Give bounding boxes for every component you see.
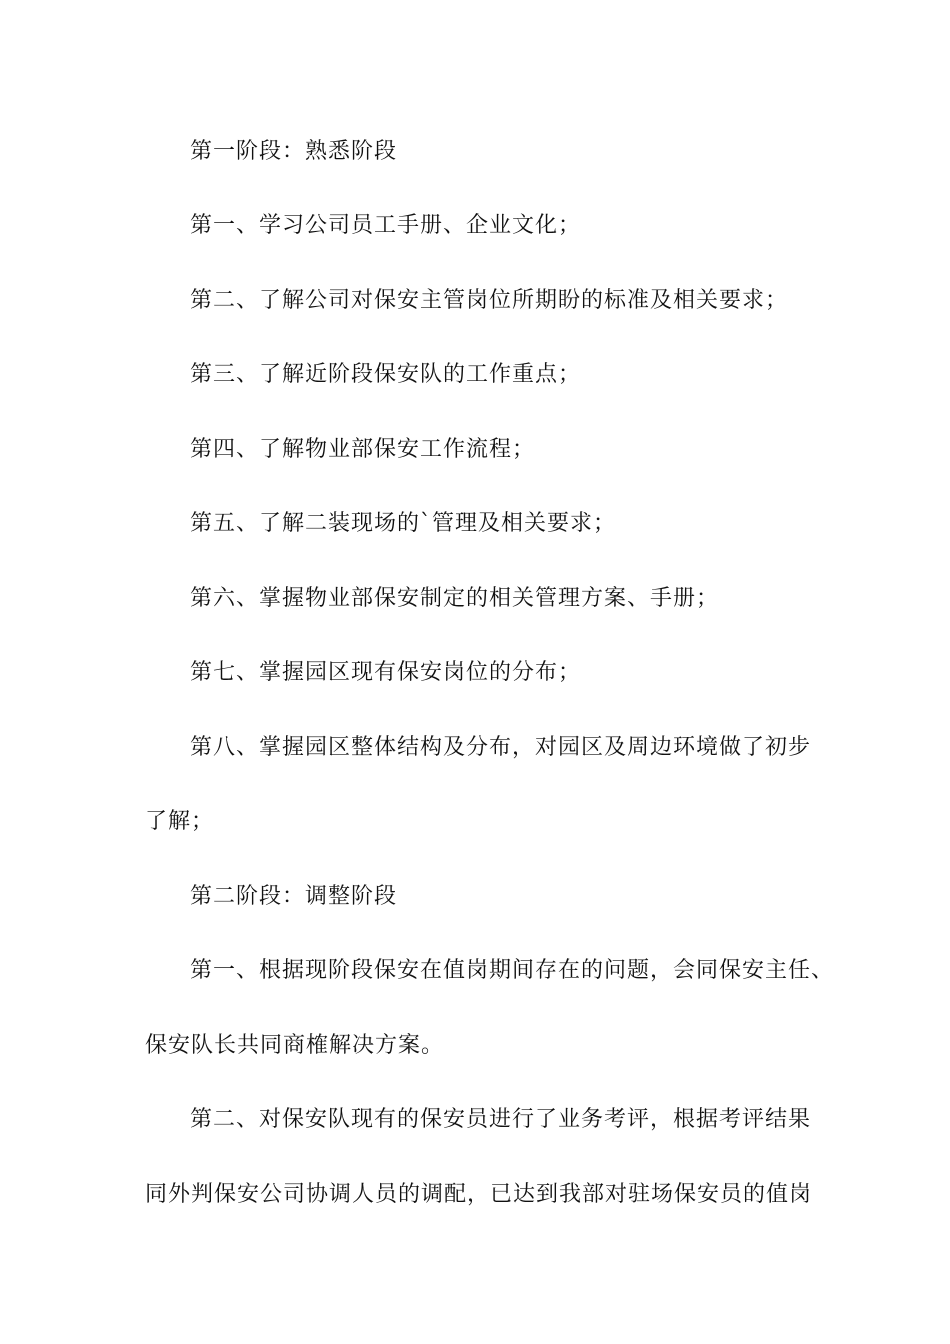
section-heading-stage-1: 第一阶段：熟悉阶段	[190, 139, 398, 164]
paragraph-line: 第八、掌握园区整体结构及分布，对园区及周边环境做了初步	[190, 735, 812, 760]
paragraph-line: 第五、了解二装现场的`管理及相关要求；	[190, 511, 617, 536]
paragraph-line: 第一、学习公司员工手册、企业文化；	[190, 213, 582, 238]
paragraph-line: 第七、掌握园区现有保安岗位的分布；	[190, 660, 582, 685]
paragraph-line: 第一、根据现阶段保安在值岗期间存在的问题，会同保安主任、	[190, 958, 835, 983]
paragraph-line-continuation: 了解；	[145, 809, 215, 834]
paragraph-line: 第三、了解近阶段保安队的工作重点；	[190, 362, 582, 387]
section-heading-stage-2: 第二阶段：调整阶段	[190, 884, 398, 909]
paragraph-line-continuation: 保安队长共同商榷解决方案。	[145, 1033, 445, 1058]
paragraph-line: 第六、掌握物业部保安制定的相关管理方案、手册；	[190, 586, 720, 611]
paragraph-line-continuation: 同外判保安公司协调人员的调配，已达到我部对驻场保安员的值岗	[145, 1182, 813, 1207]
paragraph-line: 第二、对保安队现有的保安员进行了业务考评，根据考评结果	[190, 1107, 812, 1132]
paragraph-line: 第四、了解物业部保安工作流程；	[190, 437, 536, 462]
paragraph-line: 第二、了解公司对保安主管岗位所期盼的标准及相关要求；	[190, 288, 789, 313]
